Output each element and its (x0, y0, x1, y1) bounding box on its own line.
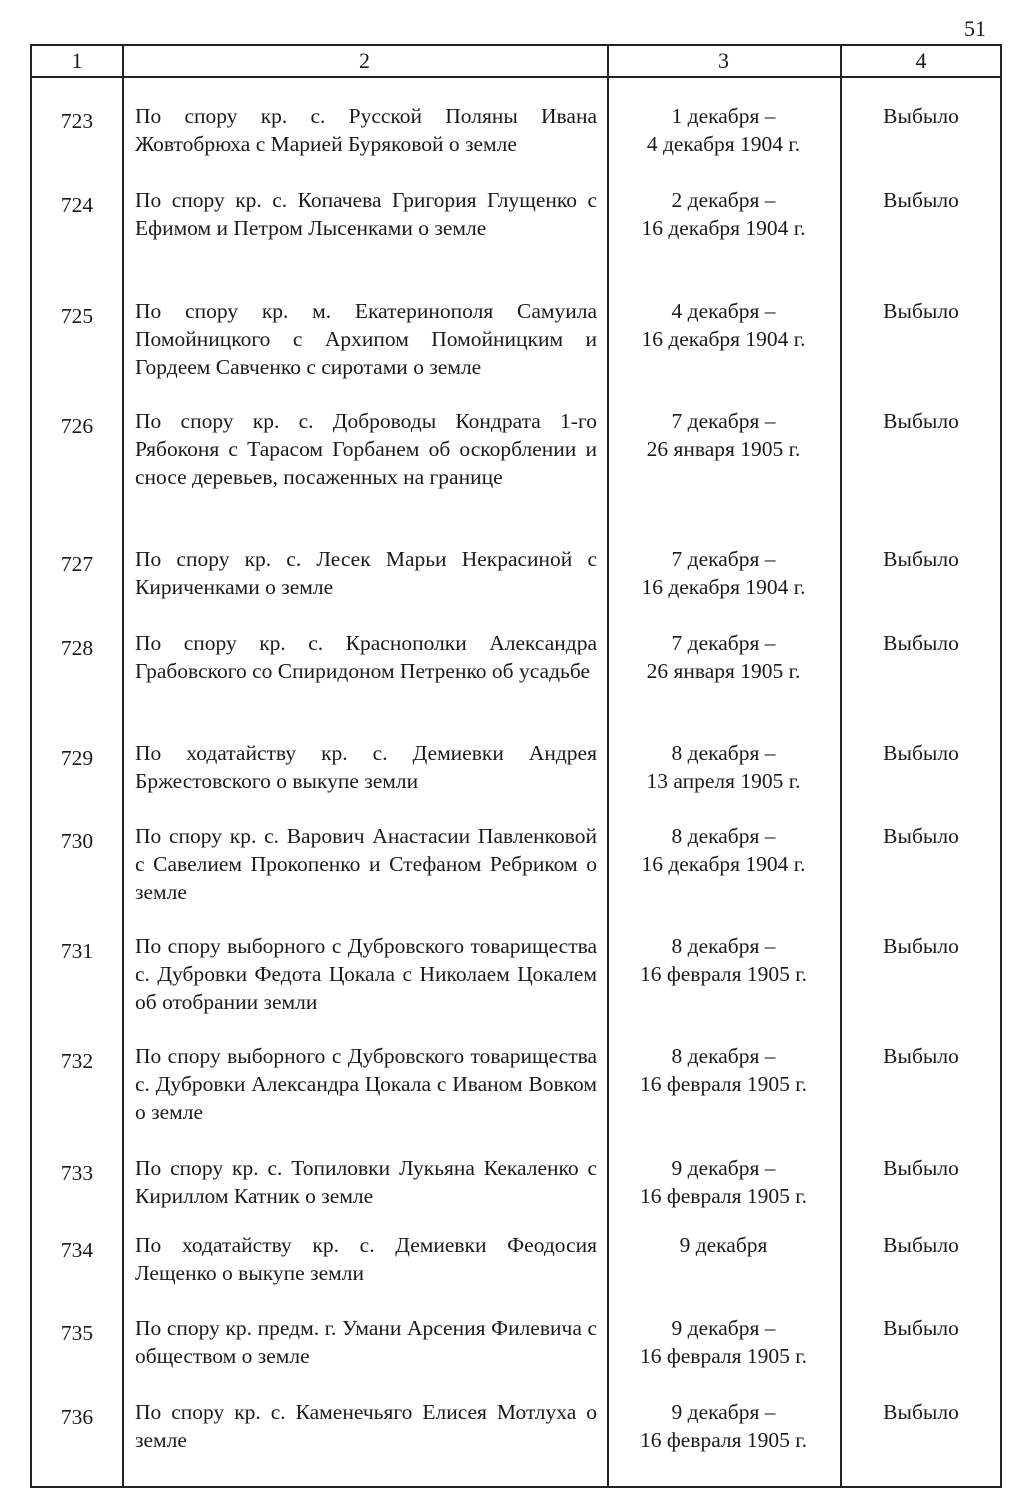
table-row (32, 186, 1000, 297)
column-header-dates: 3 (718, 48, 729, 73)
case-dates (607, 102, 840, 158)
date-end: 16 февраля 1905 г. (639, 962, 808, 986)
case-status: Выбыло (883, 1400, 959, 1424)
date-end: 26 января 1905 г. (646, 659, 801, 683)
table-body (32, 102, 1000, 1478)
column-header-number: 1 (71, 48, 83, 73)
case-number: 723 (60, 109, 94, 133)
case-dates (607, 186, 840, 242)
case-description: По спору кр. м. Екатеринополя Самуила Помойницкого с Архипом Помойницким и Гордеем Савченко с сиротами о земле (135, 299, 597, 379)
case-dates (607, 1154, 840, 1210)
case-dates (607, 297, 840, 353)
date-start: 4 декабря – (671, 299, 776, 323)
date-start: 7 декабря – (671, 409, 776, 433)
date-end: 16 декабря 1904 г. (641, 575, 806, 599)
date-start: 9 декабря – (671, 1316, 776, 1340)
case-number: 734 (60, 1238, 94, 1262)
table-row (32, 545, 1000, 629)
table-row (32, 932, 1000, 1042)
table-row (32, 1042, 1000, 1154)
case-description: По спору выборного с Дубровского товарищества с. Дубровки Александра Цокала с Иваном Вовком о земле (135, 1044, 597, 1124)
case-status: Выбыло (883, 934, 959, 958)
case-number: 730 (60, 829, 94, 853)
date-start: 1 декабря – (671, 104, 776, 128)
case-number: 725 (60, 304, 94, 328)
table-row (32, 822, 1000, 932)
case-status: Выбыло (883, 631, 959, 655)
case-description: По спору кр. предм. г. Умани Арсения Филевича с обществом о земле (135, 1316, 597, 1368)
case-dates (607, 1231, 840, 1259)
case-status: Выбыло (883, 299, 959, 323)
table-row (32, 297, 1000, 407)
case-description: По спору кр. с. Русской Поляны Ивана Жовтобрюха с Марией Буряковой о земле (135, 104, 597, 156)
table-row (32, 407, 1000, 545)
date-end: 16 декабря 1904 г. (641, 852, 806, 876)
date-start: 9 декабря – (671, 1156, 776, 1180)
case-dates (607, 629, 840, 685)
case-description: По спору кр. с. Топиловки Лукьяна Кекаленко с Кириллом Катник о земле (135, 1156, 597, 1208)
case-description: По спору кр. с. Доброводы Кондрата 1-го Рябоконя с Тарасом Горбанем об оскорблении и сносе деревьев, посаженных на границе (135, 409, 597, 489)
case-number: 727 (60, 552, 94, 576)
case-dates (607, 545, 840, 601)
case-dates (607, 822, 840, 878)
case-number: 726 (60, 414, 94, 438)
case-status: Выбыло (883, 547, 959, 571)
case-description: По спору кр. с. Лесек Марьи Некрасиной с Кириченками о земле (135, 547, 597, 599)
date-end: 16 февраля 1905 г. (639, 1428, 808, 1452)
case-status: Выбыло (883, 104, 959, 128)
table-row (32, 739, 1000, 822)
date-start: 2 декабря – (671, 188, 776, 212)
case-status: Выбыло (883, 1044, 959, 1068)
date-start: 8 декабря – (671, 741, 776, 765)
table-row (32, 1398, 1000, 1478)
case-dates (607, 407, 840, 463)
date-end: 16 декабря 1904 г. (641, 216, 806, 240)
date-end: 13 апреля 1905 г. (646, 769, 801, 793)
case-status: Выбыло (883, 1316, 959, 1340)
case-status: Выбыло (883, 1233, 959, 1257)
table-row (32, 1231, 1000, 1314)
date-start: 7 декабря – (671, 547, 776, 571)
case-status: Выбыло (883, 188, 959, 212)
case-number: 733 (60, 1161, 94, 1185)
case-number: 728 (60, 636, 94, 660)
date-start: 8 декабря – (671, 1044, 776, 1068)
case-dates (607, 739, 840, 795)
date-end: 4 декабря 1904 г. (646, 132, 801, 156)
date-start: 8 декабря – (671, 824, 776, 848)
register-table (30, 44, 1002, 1488)
case-description: По спору кр. с. Каменечьяго Елисея Мотлуха о земле (135, 1400, 597, 1452)
table-row (32, 1154, 1000, 1231)
column-header-description: 2 (359, 48, 370, 73)
case-number: 732 (60, 1049, 94, 1073)
table-header (32, 46, 1000, 78)
case-description: По ходатайству кр. с. Демиевки Андрея Бржестовского о выкупе земли (135, 741, 597, 793)
case-status: Выбыло (883, 741, 959, 765)
column-header-status: 4 (915, 48, 927, 73)
case-description: По спору кр. с. Краснополки Александра Грабовского со Спиридоном Петренко об усадьбе (135, 631, 597, 683)
case-description: По спору выборного с Дубровского товарищества с. Дубровки Федота Цокала с Николаем Цокалем об отобрании земли (135, 934, 597, 1014)
table-row (32, 102, 1000, 186)
date-end: 16 февраля 1905 г. (639, 1184, 808, 1208)
date-end: 16 февраля 1905 г. (639, 1344, 808, 1368)
case-number: 735 (60, 1321, 94, 1345)
table-row (32, 629, 1000, 739)
date-start: 7 декабря – (671, 631, 776, 655)
case-dates (607, 932, 840, 988)
case-description: По спору кр. с. Копачева Григория Глущенко с Ефимом и Петром Лысенками о земле (135, 188, 597, 240)
date-start: 8 декабря – (671, 934, 776, 958)
case-number: 724 (60, 193, 94, 217)
case-status: Выбыло (883, 409, 959, 433)
case-status: Выбыло (883, 1156, 959, 1180)
page-number: 51 (964, 16, 986, 41)
case-number: 731 (60, 939, 94, 963)
case-description: По ходатайству кр. с. Демиевки Феодосия Лещенко о выкупе земли (135, 1233, 597, 1285)
date-end: 16 декабря 1904 г. (641, 327, 806, 351)
case-number: 729 (60, 746, 94, 770)
case-description: По спору кр. с. Варович Анастасии Павленковой с Савелием Прокопенко и Стефаном Ребриком о земле (135, 824, 597, 904)
case-dates (607, 1314, 840, 1370)
table-row (32, 1314, 1000, 1398)
case-dates (607, 1042, 840, 1098)
case-dates (607, 1398, 840, 1454)
date-end: 16 февраля 1905 г. (639, 1072, 808, 1096)
date-start: 9 декабря – (671, 1400, 776, 1424)
case-status: Выбыло (883, 824, 959, 848)
case-number: 736 (60, 1405, 94, 1429)
date-end: 26 января 1905 г. (646, 437, 801, 461)
date-start: 9 декабря (679, 1233, 768, 1257)
